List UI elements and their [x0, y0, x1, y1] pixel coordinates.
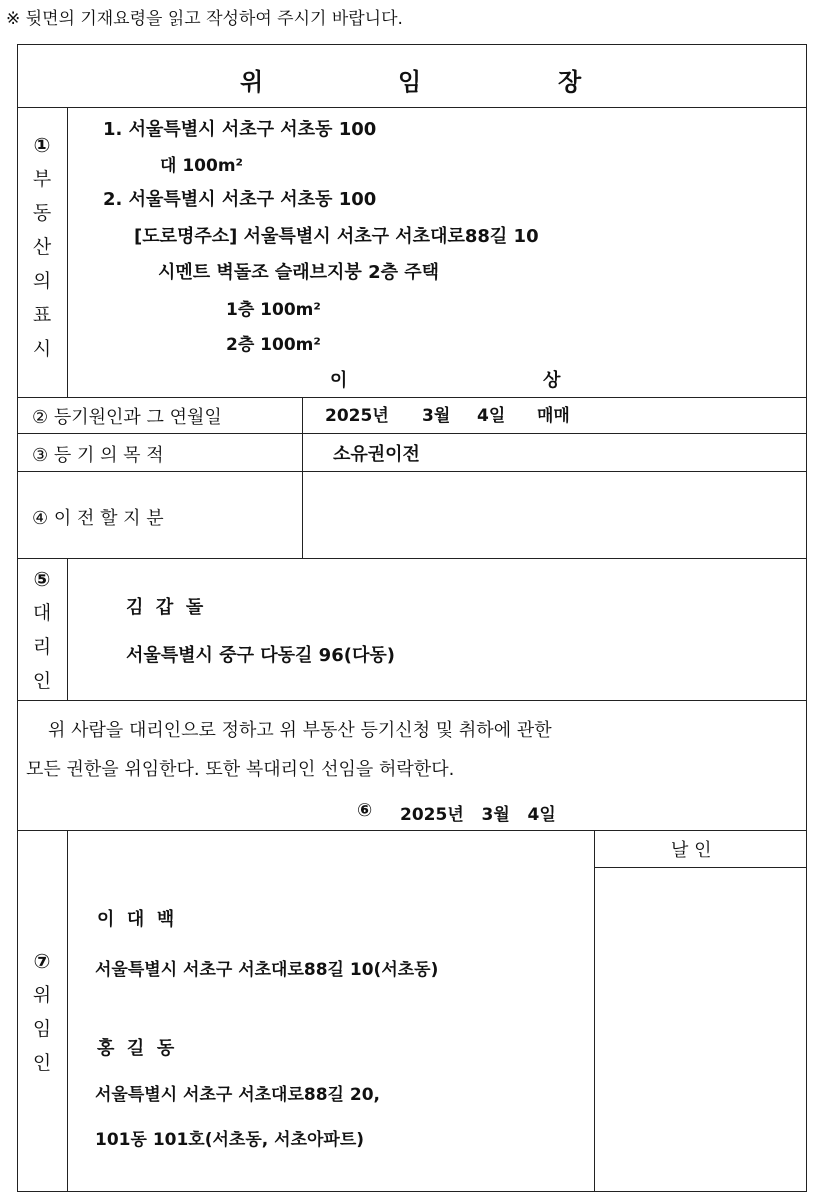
- property-line-2: 대 100m²: [160, 156, 243, 176]
- row-divider-purpose: [17, 471, 807, 472]
- row-divider-share: [17, 558, 807, 559]
- row-divider-agent: [17, 700, 807, 701]
- property-line-1: 1. 서울특별시 서초구 서초동 100: [103, 119, 377, 140]
- delegator-num: ⑦: [33, 949, 51, 973]
- row-divider-title: [17, 107, 807, 108]
- agent-address: 서울특별시 중구 다동길 96(다동): [126, 645, 395, 666]
- cause-label: ② 등기원인과 그 연월일: [32, 407, 222, 428]
- title-char-2: 임: [398, 68, 422, 96]
- delegator-section-label: [22, 944, 62, 1080]
- title-char-3: 장: [558, 68, 582, 96]
- seal-label: 날 인: [671, 840, 712, 861]
- statement-line-2: 모든 권한을 위임한다. 또한 복대리인 선임을 허락한다.: [26, 759, 455, 780]
- agent-label-divider: [67, 558, 68, 700]
- delegator-label-char: 임: [32, 1018, 52, 1040]
- cause-year: 2025년: [325, 406, 389, 426]
- outer-top-border: [17, 44, 807, 45]
- property-line-6: 1층 100m²: [226, 300, 321, 320]
- purpose-value: 소유권이전: [333, 444, 420, 465]
- property-label-char: 동: [32, 202, 52, 224]
- agent-num: ⑤: [33, 567, 51, 591]
- property-label-char: 표: [32, 304, 52, 326]
- row-divider-property: [17, 397, 807, 398]
- delegator-2-name: 홍 길 동: [97, 1038, 175, 1059]
- property-num: ①: [33, 133, 51, 157]
- cause-month: 3월: [422, 406, 451, 426]
- document-title: [0, 62, 827, 96]
- property-line-3: 2. 서울특별시 서초구 서초동 100: [103, 189, 377, 210]
- delegator-label-divider: [67, 830, 68, 1191]
- property-label-char: 부: [32, 168, 52, 190]
- property-section-label: [22, 128, 62, 366]
- delegator-label-char: 위: [32, 984, 52, 1006]
- seal-header-divider: [594, 867, 807, 868]
- cause-day: 4일: [477, 406, 506, 426]
- property-line-4: [도로명주소] 서울특별시 서초구 서초대로88길 10: [134, 226, 539, 247]
- outer-left-border: [17, 44, 18, 1192]
- property-label-char: 의: [32, 270, 52, 292]
- statement-date-num: ⑥: [357, 800, 373, 821]
- outer-bottom-border: [17, 1191, 807, 1192]
- property-label-char: 시: [32, 338, 52, 360]
- agent-section-label: [22, 562, 62, 698]
- property-label-divider: [67, 107, 68, 397]
- delegator-1-name: 이 대 백: [97, 909, 175, 930]
- row-divider-cause: [17, 433, 807, 434]
- end-mark-1: 이: [330, 370, 348, 391]
- seal-column-divider: [594, 830, 595, 1191]
- cause-type: 매매: [537, 406, 570, 426]
- outer-right-border: [806, 44, 807, 1192]
- end-mark-2: 상: [543, 370, 561, 391]
- statement-line-1: 위 사람을 대리인으로 정하고 위 부동산 등기신청 및 취하에 관한: [48, 720, 552, 741]
- row-divider-statement: [17, 830, 807, 831]
- agent-label-char: 리: [32, 636, 52, 658]
- label-value-divider: [302, 397, 303, 558]
- property-line-5: 시멘트 벽돌조 슬래브지붕 2층 주택: [158, 262, 440, 283]
- property-line-7: 2층 100m²: [226, 335, 321, 355]
- agent-label-char: 대: [32, 602, 52, 624]
- delegator-2-address-line-2: 101동 101호(서초동, 서초아파트): [95, 1130, 365, 1150]
- purpose-label: ③ 등 기 의 목 적: [32, 445, 164, 466]
- agent-label-char: 인: [32, 670, 52, 692]
- statement-date: 2025년 3월 4일: [400, 805, 556, 825]
- delegator-2-address-line-1: 서울특별시 서초구 서초대로88길 20,: [95, 1085, 381, 1105]
- share-label: ④ 이 전 할 지 분: [32, 508, 164, 529]
- property-label-char: 산: [32, 236, 52, 258]
- delegator-1-address: 서울특별시 서초구 서초대로88길 10(서초동): [95, 960, 439, 980]
- notice-text: ※ 뒷면의 기재요령을 읽고 작성하여 주시기 바랍니다.: [6, 9, 403, 29]
- title-char-1: 위: [240, 68, 264, 96]
- delegator-label-char: 인: [32, 1052, 52, 1074]
- agent-name: 김 갑 돌: [126, 597, 204, 618]
